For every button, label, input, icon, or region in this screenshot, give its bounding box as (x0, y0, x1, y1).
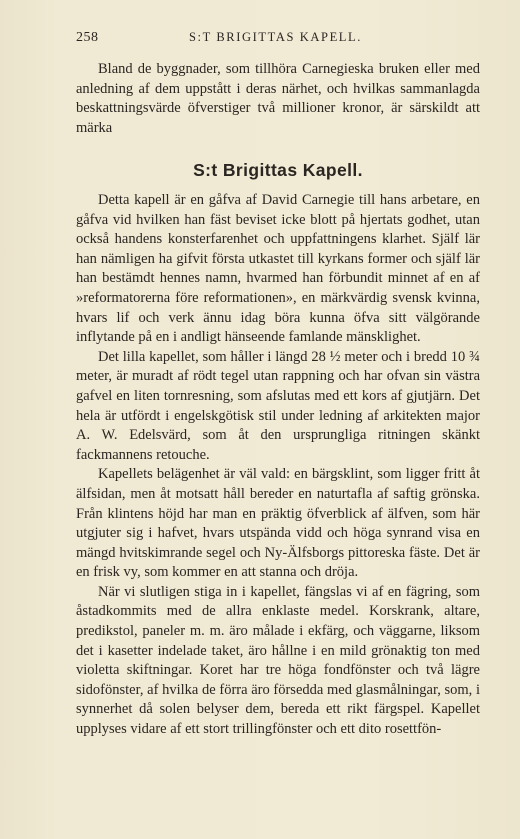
paragraph: Det lilla kapellet, som håller i längd 28 ½ meter och i bredd 10 ¾ meter, är muradt af rödt tegel utan rappning och har ofvan sin västra gafvel en liten tornresning, som afslutas med ett kors af gjutjärn. Det hela är utfördt i engelskgötisk stil under ledning af arkitekten major A. W. Edelsvärd, som åt den ursprungliga ritningen skänkt fackmannens retouche. (76, 348, 480, 463)
running-title: S:T BRIGITTAS KAPELL. (189, 30, 362, 44)
section-heading: S:t Brigittas Kapell. (193, 160, 363, 180)
page-number: 258 (76, 30, 99, 45)
paragraph: Detta kapell är en gåfva af David Carnegie till hans arbetare, en gåfva vid hvilken han fäst beviset icke blott på hjertats godhet, utan också handens konsterfarenhet och uppfattningens klarhet. Själf lär han nämligen ha gifvit första utkastet till kyrkans former och själf lär han bestämdt hennes namn, hvarmed han förbundit minnet af en af »reformatorerna före reformationen», en märkvärdig svensk kvinna, hvars lif och verk ännu idag böra kunna öfva sitt välgörande inflytande på en i andligt hänseende famlande mänsklighet. (76, 192, 480, 346)
paragraph: Kapellets belägenhet är väl vald: en bärgsklint, som ligger fritt åt älfsidan, men åt motsatt håll bereder en naturtafla af saftig grönska. Från klintens höjd har man en präktig öfverblick af älfven, som här utgjuter sig i hafvet, hvars utspända vidd och höga synrand visa en mängd hvitskimrande segel och Ny-Älfsborgs pittoreska fäste. Det är en frisk vy, som kommer en att stanna och dröja. (76, 466, 480, 581)
body-text (76, 191, 480, 740)
paragraph: När vi slutligen stiga in i kapellet, fängslas vi af en fägring, som åstadkommits med de allra enklaste medel. Korskrank, altare, predikstol, paneler m. m. äro målade i ekfärg, och väggarne, liksom det i kasetter indelade taket, äro hållne i en mild grönaktig ton med violetta skiftningar. Koret har tre höga fondfönster och två lägre sidofönster, af hvilka de förra äro försedda med glasmålningar, som, i synnerhet då solen belyser dem, bereda ett rikt färgspel. Kapellet upplyses vidare af ett stort trillingfönster och ett dito rosettfön- (76, 583, 480, 738)
running-head (76, 30, 476, 50)
intro-paragraph: Bland de byggnader, som tillhöra Carnegieska bruken eller med anledning af dem uppstått i deras närhet, och hvilkas sammanlagda beskattningsvärde öfverstiger två millioner kronor, är särskildt att märka (76, 61, 480, 136)
